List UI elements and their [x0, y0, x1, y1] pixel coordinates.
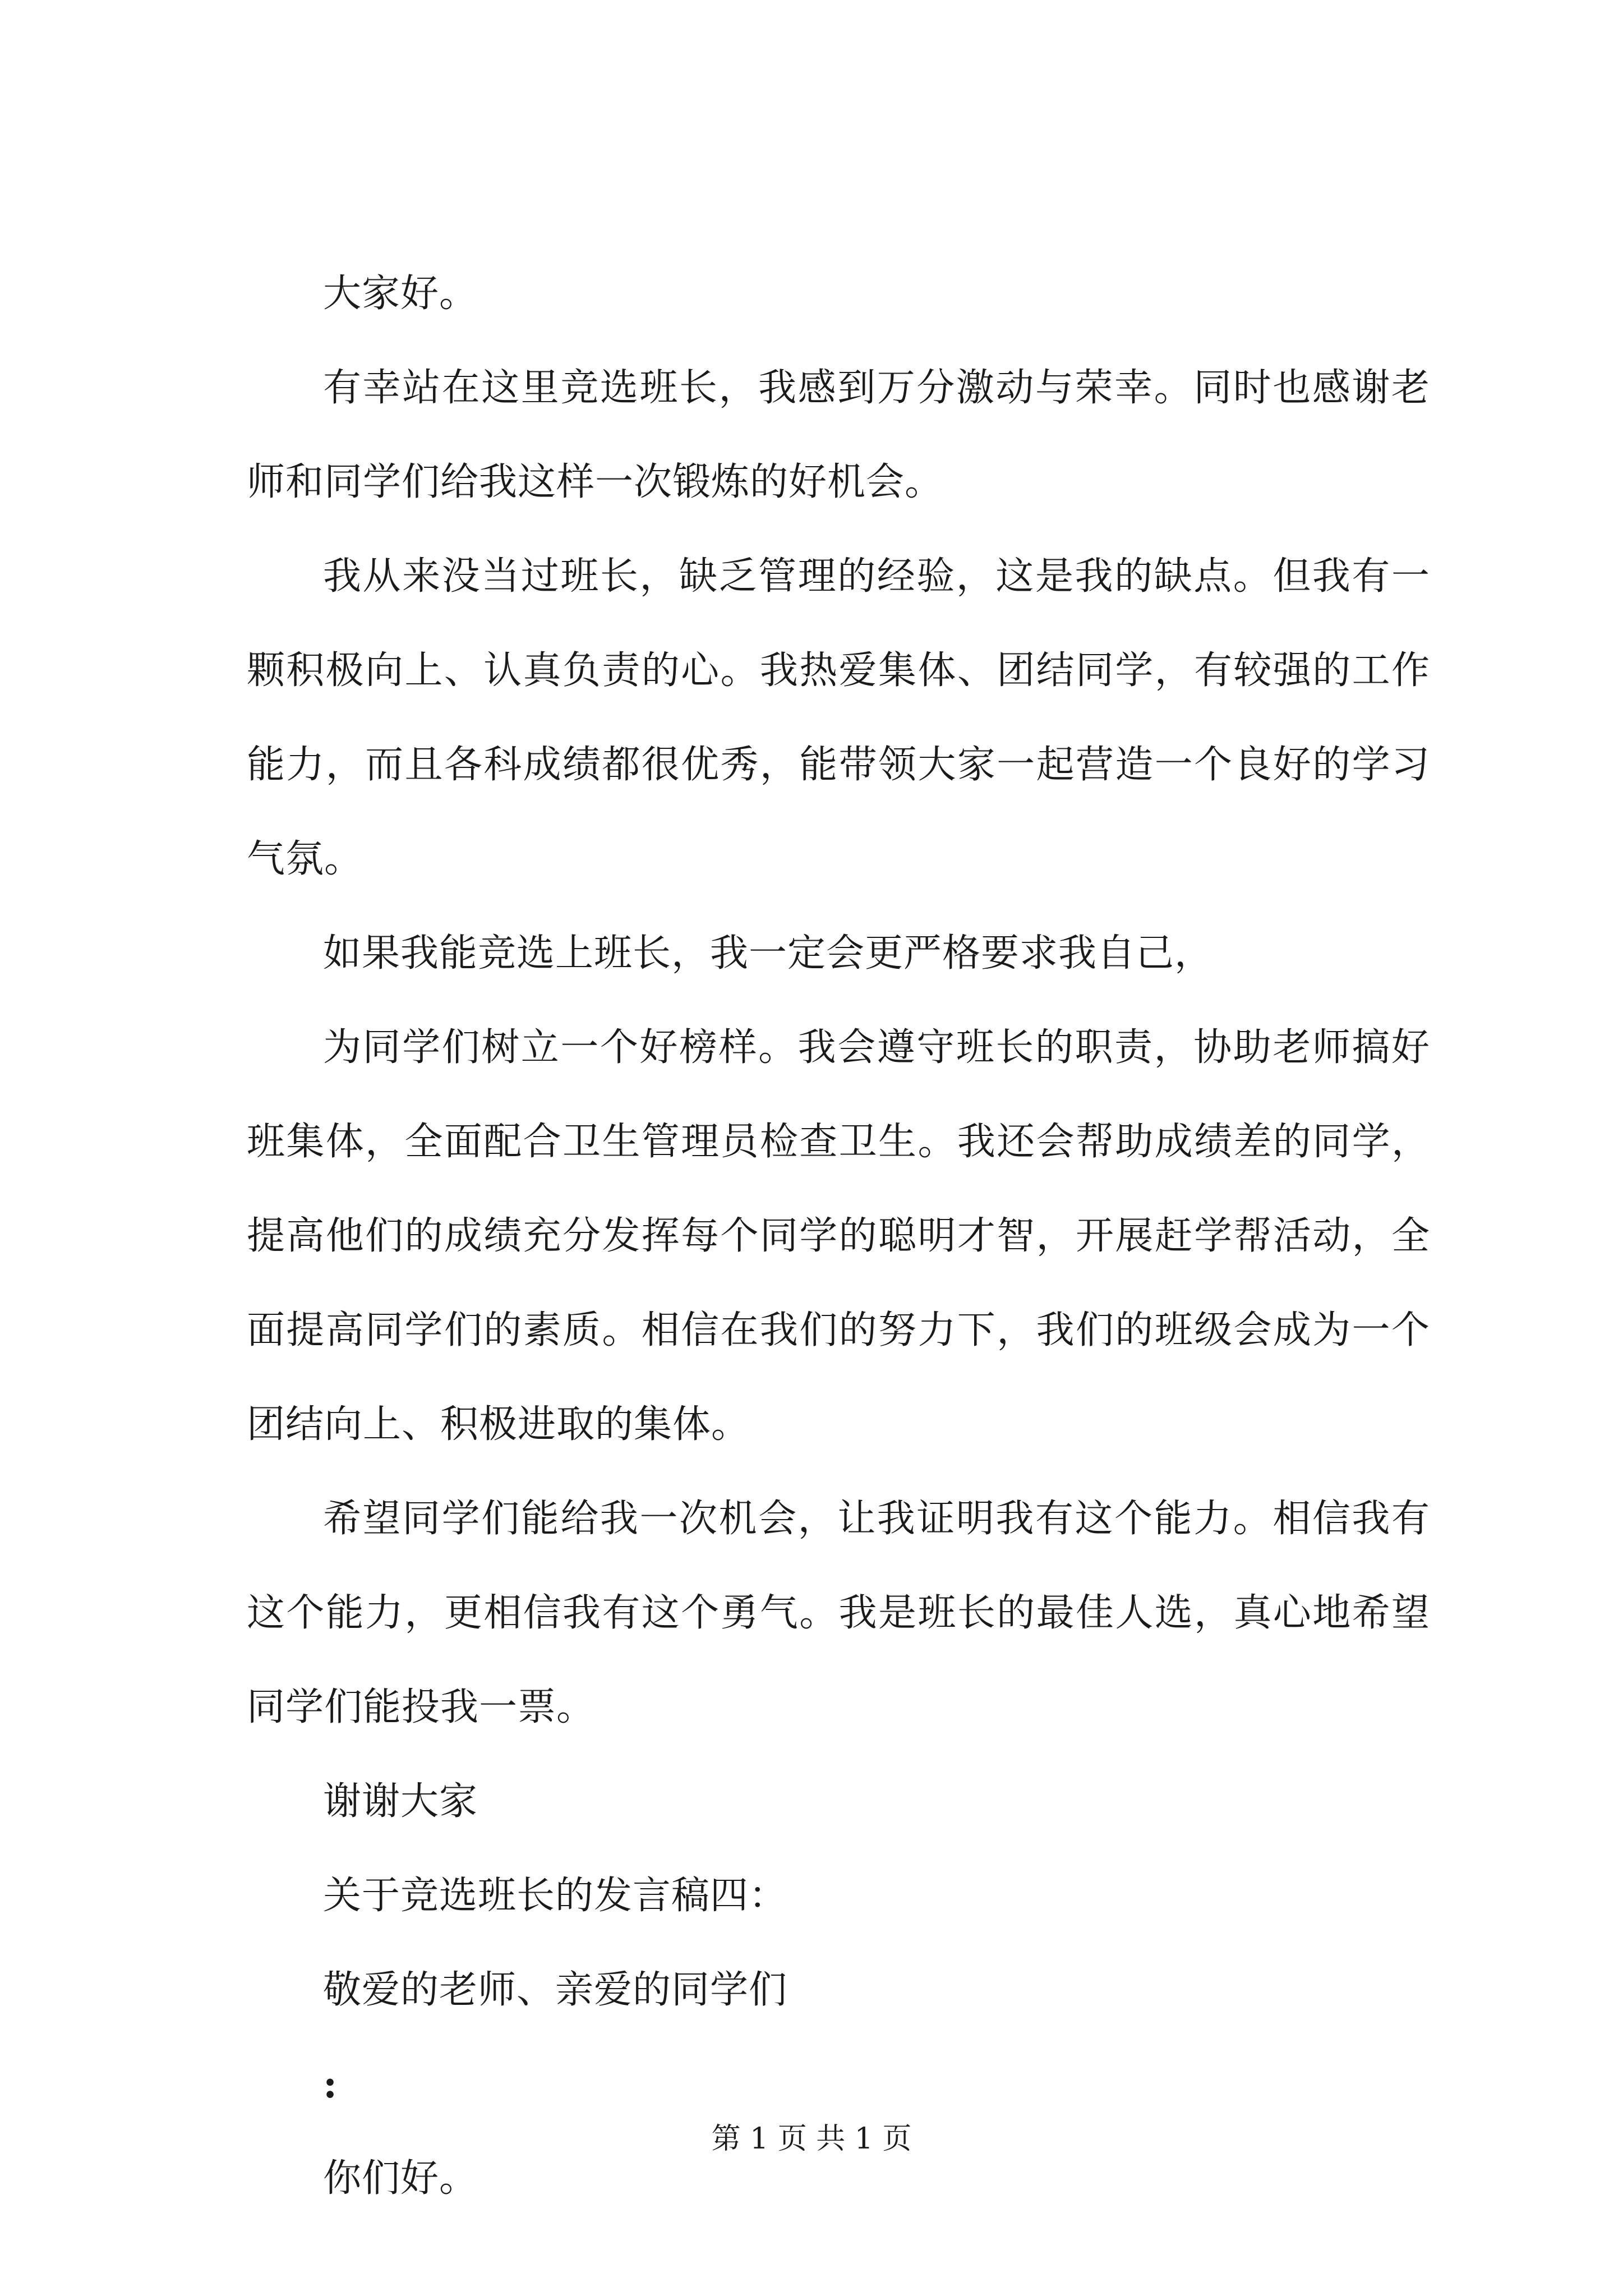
paragraph-hope: 希望同学们能给我一次机会，让我证明我有这个能力。相信我有这个能力，更相信我有这个勇气。我是班长的最佳人选，真心地希望同学们能投我一票。 — [247, 1497, 1430, 1729]
paragraph-greeting: 大家好。 — [323, 272, 478, 316]
document-body — [247, 247, 1430, 2226]
paragraph-intro: 有幸站在这里竞选班长，我感到万分激动与荣幸。同时也感谢老师和同学们给我这样一次锻炼的好机会。 — [247, 366, 1430, 504]
section-heading: 关于竞选班长的发言稿四： — [323, 1874, 788, 1918]
salutation-colon: : — [323, 2062, 338, 2107]
paragraph-self-assessment: 我从来没当过班长，缺乏管理的经验，这是我的缺点。但我有一颗积极向上、认真负责的心。我热爱集体、团结同学，有较强的工作能力，而且各科成绩都很优秀，能带领大家一起营造一个良好的学习气氛。 — [247, 554, 1430, 881]
paragraph-plan: 为同学们树立一个好榜样。我会遵守班长的职责，协助老师搞好班集体，全面配合卫生管理员检查卫生。我还会帮助成绩差的同学，提高他们的成绩充分发挥每个同学的聪明才智，开展赶学帮活动，全面提高同学们的素质。相信在我们的努力下，我们的班级会成为一个团结向上、积极进取的集体。 — [247, 1025, 1430, 1447]
paragraph-promise: 如果我能竞选上班长，我一定会更严格要求我自己， — [323, 931, 1214, 976]
greeting-line: 你们好。 — [323, 2156, 478, 2201]
page-number-footer: 第 1 页 共 1 页 — [711, 2122, 912, 2156]
salutation-line: 敬爱的老师、亲爱的同学们 — [323, 1968, 788, 2012]
thanks-line: 谢谢大家 — [323, 1779, 478, 1824]
